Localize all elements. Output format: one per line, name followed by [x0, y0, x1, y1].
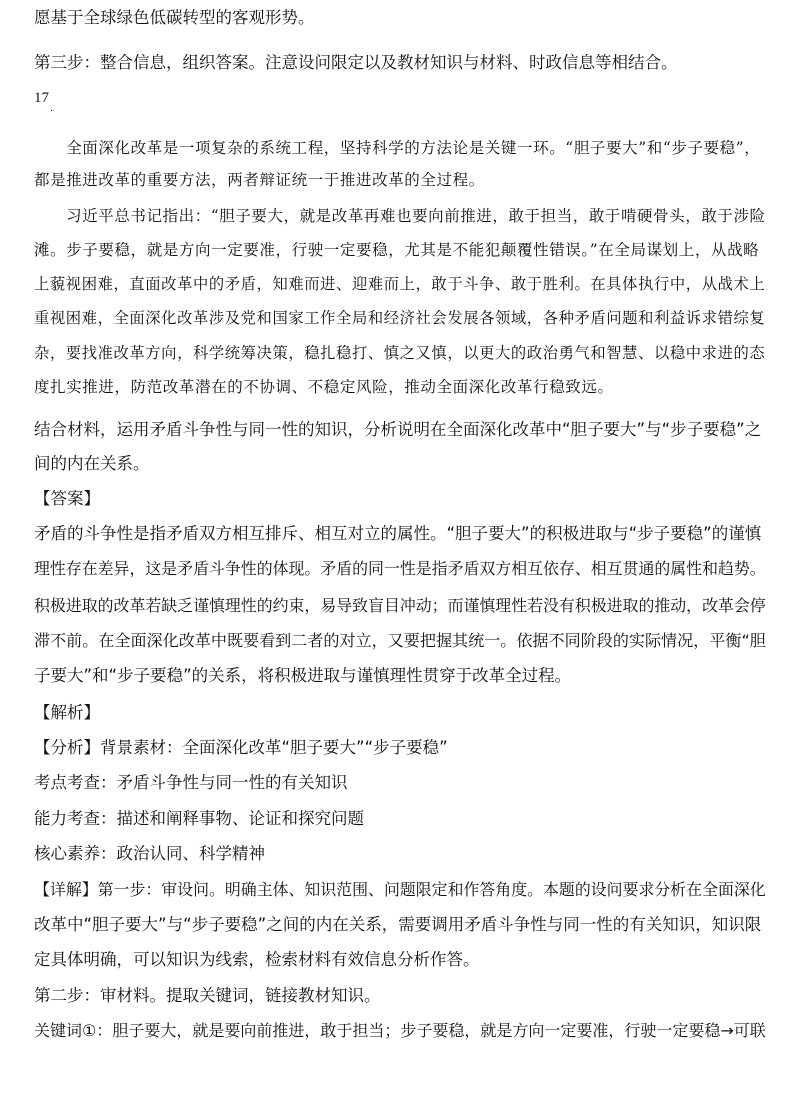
- analysis-line: 定具体明确，可以知识为线索，检索材料有效信息分析作答。: [34, 950, 480, 969]
- answer-line: 子要大”和“步子要稳”的关系，将积极进取与谨慎理性贯穿于改革全过程。: [34, 666, 572, 685]
- analysis-heading: 【解析】: [34, 703, 100, 722]
- material-line: 滩。步子要稳，就是方向一定要准，行驶一定要稳，尤其是不能犯颠覆性错误。”在全局谋划上，从战略: [34, 241, 760, 259]
- prompt-line: 结合材料，运用矛盾斗争性与同一性的知识，分析说明在全面深化改革中“胆子要大”与“步子要稳”之: [34, 420, 762, 439]
- question-number: 17: [34, 90, 49, 106]
- analysis-line: 考点考查：矛盾斗争性与同一性的有关知识: [34, 773, 348, 792]
- material-line: 都是推进改革的重要方法，两者辩证统一于推进改革的全过程。: [34, 171, 485, 189]
- material-line: 重视困难，全面深化改革涉及党和国家工作全局和经济社会发展各领域，各种矛盾问题和利益诉求错综复: [34, 309, 766, 327]
- material-line: 上藐视困难，直面改革中的矛盾，知难而进、迎难而上，敢于斗争、敢于胜利。在具体执行中，从战术上: [34, 275, 766, 293]
- material-line: 习近平总书记指出：“胆子要大，就是改革再难也要向前推进，敢于担当，敢于啃硬骨头，敢于涉险: [34, 207, 766, 225]
- analysis-line: 【分析】背景素材：全面深化改革“胆子要大”“步子要稳”: [34, 738, 448, 757]
- text-line: 第三步：整合信息，组织答案。注意设问限定以及教材知识与材料、时政信息等相结合。: [34, 53, 678, 72]
- analysis-line: 核心素养：政治认同、科学精神: [34, 844, 265, 863]
- analysis-line: 关键词①：胆子要大，就是要向前推进，敢于担当；步子要稳，就是方向一定要准，行驶一定要稳→可联: [34, 1021, 766, 1040]
- text-line: 愿基于全球绿色低碳转型的客观形势。: [34, 8, 315, 27]
- answer-line: 滞不前。在全面深化改革中既要看到二者的对立，又要把握其统一。依据不同阶段的实际情况，平衡“胆: [34, 631, 766, 650]
- prompt-line: 间的内在关系。: [34, 454, 150, 473]
- analysis-line: 第二步：审材料。提取关键词，链接教材知识。: [34, 986, 381, 1005]
- analysis-line: 能力考查：描述和阐释事物、论证和探究问题: [34, 809, 364, 828]
- material-line: 全面深化改革是一项复杂的系统工程，坚持科学的方法论是关键一环。“胆子要大”和“步子要稳”，: [34, 139, 761, 157]
- answer-line: 积极进取的改革若缺乏谨慎理性的约束，易导致盲目冲动；而谨慎理性若没有积极进取的推动，改革会停: [34, 596, 766, 615]
- answer-line: 理性存在差异，这是矛盾斗争性的体现。矛盾的同一性是指矛盾双方相互依存、相互贯通的属性和趋势。: [34, 559, 766, 578]
- answer-heading: 【答案】: [34, 489, 100, 508]
- question-dot: ·: [50, 106, 54, 117]
- answer-line: 矛盾的斗争性是指矛盾双方相互排斥、相互对立的属性。“胆子要大”的积极进取与“步子要稳”的谨慎: [34, 524, 762, 543]
- material-line: 度扎实推进，防范改革潜在的不协调、不稳定风险，推动全面深化改革行稳致远。: [34, 378, 614, 396]
- analysis-line: 【详解】第一步：审设问。明确主体、知识范围、问题限定和作答角度。本题的设问要求分析在全面深化: [34, 880, 766, 899]
- material-line: 杂，要找准改革方向，科学统筹决策，稳扎稳打、慎之又慎，以更大的政治勇气和智慧、以稳中求进的态: [34, 344, 766, 362]
- analysis-line: 改革中“胆子要大”与“步子要稳”之间的内在关系，需要调用矛盾斗争性与同一性的有关知识，知识限: [34, 915, 762, 934]
